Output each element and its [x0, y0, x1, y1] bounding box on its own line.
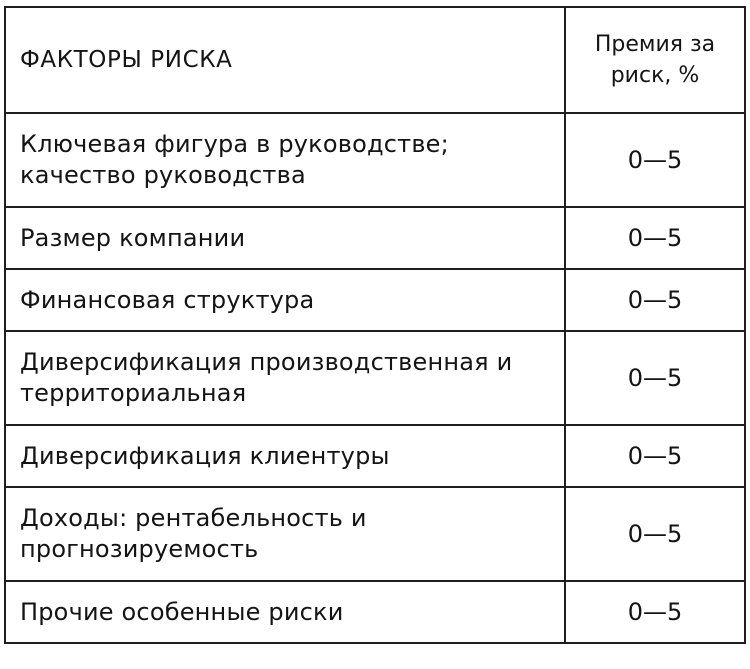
factor-text-line2: территориальная — [20, 379, 247, 407]
table-row — [5, 487, 745, 581]
factor-cell — [5, 269, 565, 331]
premium-cell: 0—5 — [565, 425, 745, 487]
premium-cell: 0—5 — [565, 269, 745, 331]
factor-cell — [5, 113, 565, 207]
table-row — [5, 113, 745, 207]
factor-text-line2: прогнозируемость — [20, 535, 259, 563]
factor-text-line2: качество руководства — [20, 161, 306, 189]
factor-text-line1: Размер компании — [20, 223, 246, 252]
factor-text-line1: Прочие особенные риски — [20, 597, 344, 626]
premium-cell: 0—5 — [565, 581, 745, 643]
table-row — [5, 207, 745, 269]
table-row — [5, 581, 745, 643]
factor-text-line1: Диверсификация клиентуры — [20, 441, 390, 470]
header-premium-cell — [565, 7, 745, 113]
table-row — [5, 269, 745, 331]
factor-text-line1: Доходы: рентабельность и — [20, 504, 367, 532]
header-premium-line2: риск, % — [610, 63, 700, 88]
factor-cell — [5, 581, 565, 643]
premium-cell: 0—5 — [565, 331, 745, 425]
factor-cell — [5, 207, 565, 269]
factor-cell — [5, 331, 565, 425]
header-premium-line1: Премия за — [594, 32, 716, 57]
factor-cell — [5, 487, 565, 581]
factor-cell — [5, 425, 565, 487]
premium-cell: 0—5 — [565, 207, 745, 269]
premium-cell: 0—5 — [565, 487, 745, 581]
risk-factors-table — [4, 6, 746, 644]
factor-text-line1: Ключевая фигура в руководстве; — [20, 130, 449, 158]
table-header-row — [5, 7, 745, 113]
factor-text-line1: Финансовая структура — [20, 285, 315, 314]
table-row — [5, 331, 745, 425]
premium-cell: 0—5 — [565, 113, 745, 207]
header-factors-cell — [5, 7, 565, 113]
table-row — [5, 425, 745, 487]
factor-text-line1: Диверсификация производственная и — [20, 348, 513, 376]
header-factors-label: ФАКТОРЫ РИСКА — [20, 46, 233, 73]
